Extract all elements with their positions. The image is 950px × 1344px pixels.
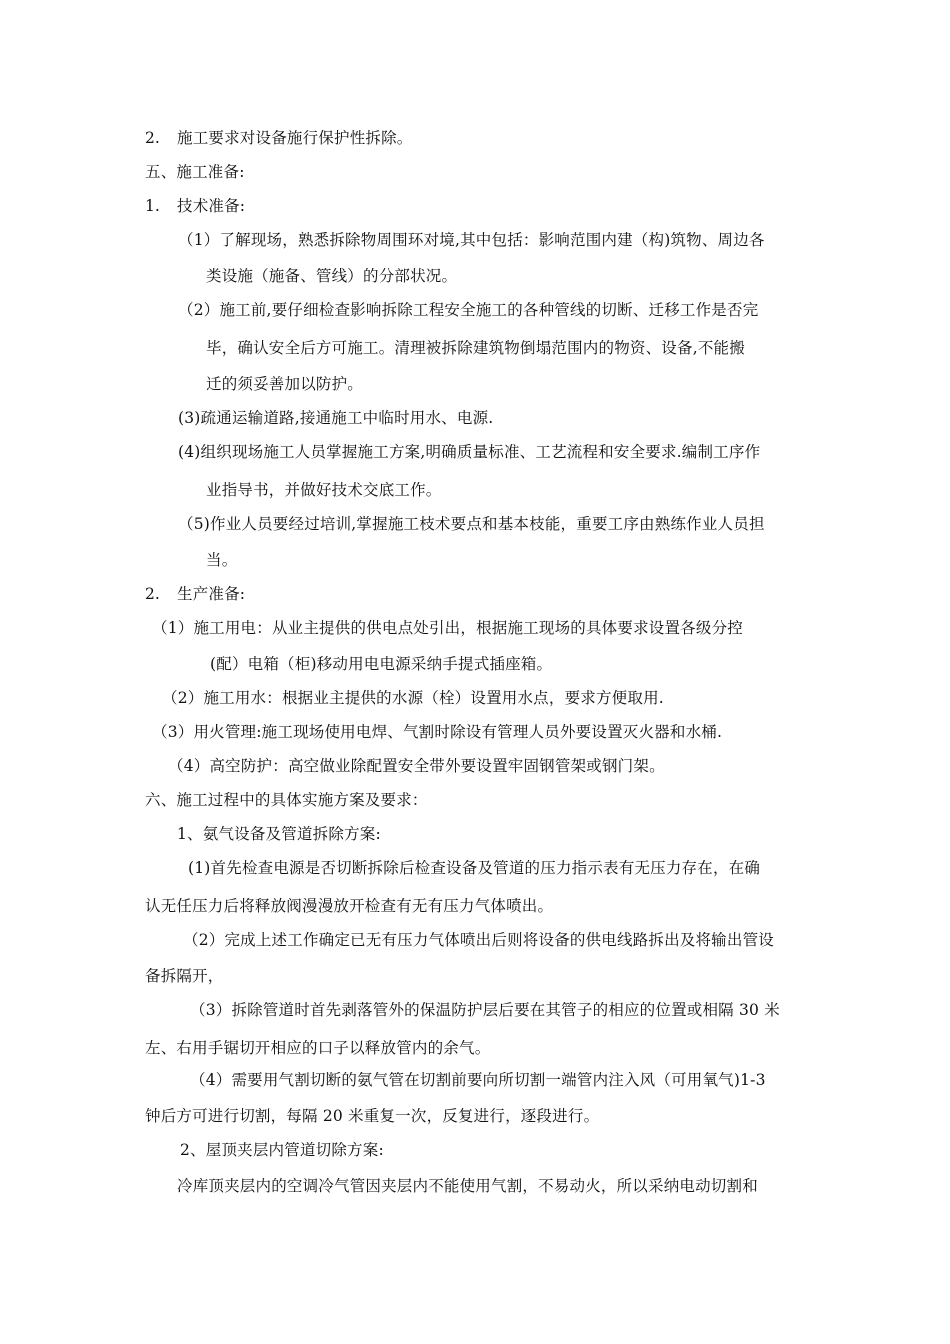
list-number: 1.: [145, 197, 160, 215]
text-line: 毕，确认安全后方可施工。清理被拆除建筑物倒塌范围内的物资、设备,不能搬: [206, 339, 745, 357]
text-line: (1)首先检查电源是否切断拆除后检查设备及管道的压力指示表有无压力存在，在确: [188, 859, 761, 877]
list-number: 2.: [145, 585, 160, 603]
text-line: 业指导书，并做好技术交底工作。: [206, 481, 442, 499]
list-number: 2.: [145, 129, 160, 147]
text-line: （2）施工前,要仔细检查影响拆除工程安全施工的各种管线的切断、迁移工作是否完: [178, 301, 759, 319]
text-line: （2）施工用水：根据业主提供的水源（栓）设置用水点，要求方便取用.: [162, 689, 664, 707]
text-line: 类设施（施备、管线）的分部状况。: [206, 267, 458, 285]
text-line: 认无任压力后将释放阀漫漫放开检查有无有压力气体喷出。: [145, 897, 554, 915]
subsection-heading: 技术准备:: [177, 197, 246, 215]
text-line: (配）电箱（柜)移动用电电源采纳手提式插座箱。: [210, 655, 553, 673]
subsection-heading: 1、氨气设备及管道拆除方案:: [177, 825, 381, 843]
text-line: 迁的须妥善加以防护。: [206, 375, 364, 393]
text-line: 冷库顶夹层内的空调冷气管因夹层内不能使用气割，不易动火，所以采纳电动切割和: [177, 1177, 758, 1195]
text-line: （5)作业人员要经过培训,掌握施工枝术要点和基本枝能，重要工序由熟练作业人员担: [178, 515, 765, 533]
text-line: （1）了解现场，熟悉拆除物周围环对境,其中包括：影响范围内建（构)筑物、周边各: [178, 231, 765, 249]
text-line: 当。: [206, 551, 238, 569]
section-heading: 六、施工过程中的具体实施方案及要求：: [145, 791, 428, 809]
text-line: （3）用火管理:施工现场使用电焊、气割时除设有管理人员外要设置灭火器和水桶.: [152, 723, 723, 741]
text-line: （4）高空防护：高空做业除配置安全带外要设置牢固钢管架或钢门架。: [168, 757, 665, 775]
text-line: （1）施工用电：从业主提供的供电点处引出，根据施工现场的具体要求设置各级分控: [152, 619, 743, 637]
text-line: （4）需要用气割切断的氨气管在切割前要向所切割一端管内注入风（可用氧气)1-3: [190, 1071, 766, 1089]
subsection-heading: 生产准备:: [177, 585, 246, 603]
text-line: 施工要求对设备施行保护性拆除。: [177, 129, 413, 147]
text-line: (4)组织现场施工人员掌握施工方案,明确质量标准、工艺流程和安全要求.编制工序作: [178, 443, 761, 461]
text-line: 左、右用手锯切开相应的口子以释放管内的余气。: [145, 1039, 491, 1057]
subsection-heading: 2、屋顶夹层内管道切除方案:: [180, 1141, 384, 1159]
text-line: 备拆隔开，: [145, 967, 224, 985]
section-heading: 五、施工准备:: [145, 163, 245, 181]
text-line: （3）拆除管道时首先剥落管外的保温防护层后要在其管子的相应的位置或相隔 30 米: [190, 1001, 780, 1019]
text-line: 钟后方可进行切割，每隔 20 米重复一次，反复进行，逐段进行。: [145, 1107, 600, 1125]
text-line: (3)疏通运输道路,接通施工中临时用水、电源.: [178, 409, 494, 427]
text-line: （2）完成上述工作确定已无有压力气体喷出后则将设备的供电线路拆出及将输出管设: [183, 931, 774, 949]
